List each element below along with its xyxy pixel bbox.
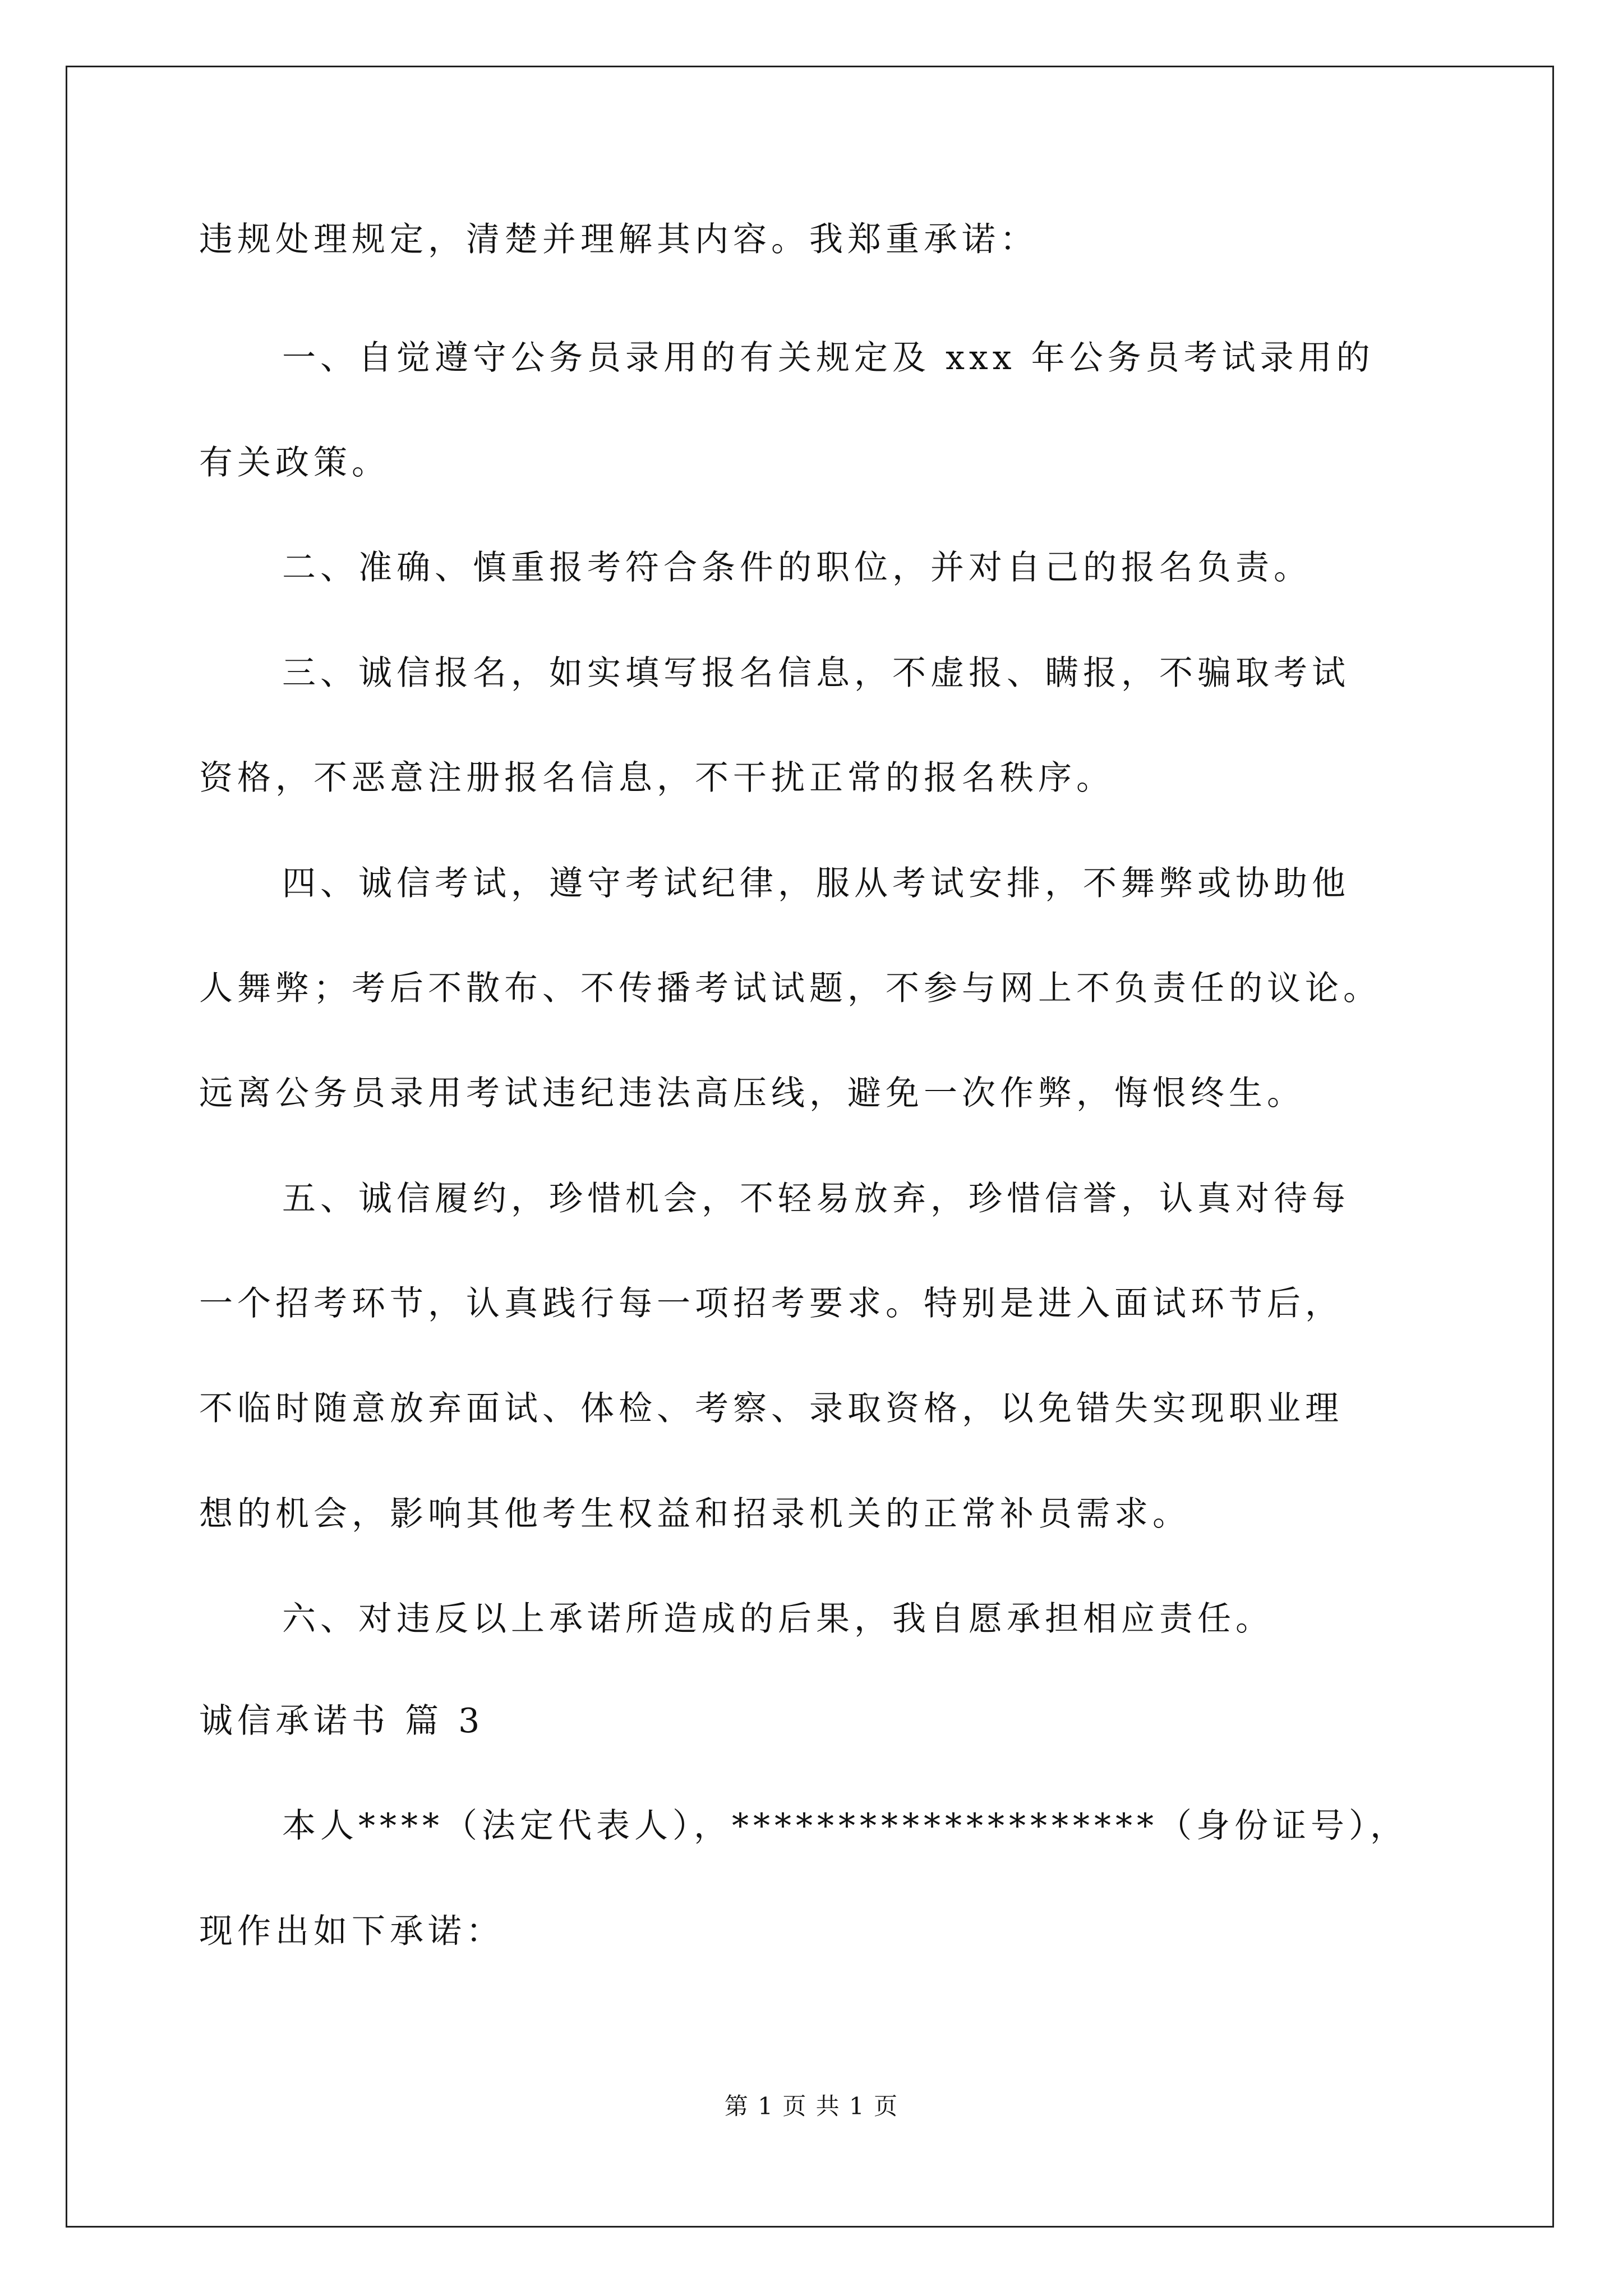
text-line-3: 有关政策。 bbox=[199, 443, 390, 482]
text-line-14: 六、对违反以上承诺所造成的后果，我自愿承担相应责任。 bbox=[282, 1599, 1274, 1639]
text-line-11: 一个招考环节，认真践行每一项招考要求。特别是进入面试环节后， bbox=[199, 1284, 1343, 1323]
text-line-5: 三、诚信报名，如实填写报名信息，不虚报、瞒报，不骗取考试 bbox=[282, 654, 1350, 693]
text-line-8: 人舞弊；考后不散布、不传播考试试题，不参与网上不负责任的议论。 bbox=[199, 969, 1381, 1008]
text-line-7: 四、诚信考试，遵守考试纪律，服从考试安排，不舞弊或协助他 bbox=[282, 864, 1350, 903]
text-line-4: 二、准确、慎重报考符合条件的职位，并对自己的报名负责。 bbox=[282, 548, 1312, 587]
section-heading: 诚信承诺书 篇 3 bbox=[199, 1701, 485, 1741]
text-line-17: 现作出如下承诺： bbox=[199, 1912, 504, 1951]
text-line-12: 不临时随意放弃面试、体检、考察、录取资格，以免错失实现职业理 bbox=[199, 1389, 1343, 1428]
text-line-6: 资格，不恶意注册报名信息，不干扰正常的报名秩序。 bbox=[199, 758, 1114, 798]
page-border bbox=[66, 66, 1554, 2228]
text-line-1: 违规处理规定，清楚并理解其内容。我郑重承诺： bbox=[199, 220, 1038, 259]
text-line-16: 本人****（法定代表人），********************（身份证号）， bbox=[282, 1806, 1408, 1846]
text-line-10: 五、诚信履约，珍惜机会，不轻易放弃，珍惜信誉，认真对待每 bbox=[282, 1179, 1350, 1218]
text-line-9: 远离公务员录用考试违纪违法高压线，避免一次作弊，悔恨终生。 bbox=[199, 1074, 1305, 1113]
text-line-13: 想的机会，影响其他考生权益和招录机关的正常补员需求。 bbox=[199, 1494, 1191, 1534]
page-footer: 第 1 页 共 1 页 bbox=[724, 2092, 899, 2120]
text-line-2: 一、自觉遵守公务员录用的有关规定及 xxx 年公务员考试录用的 bbox=[282, 338, 1375, 378]
